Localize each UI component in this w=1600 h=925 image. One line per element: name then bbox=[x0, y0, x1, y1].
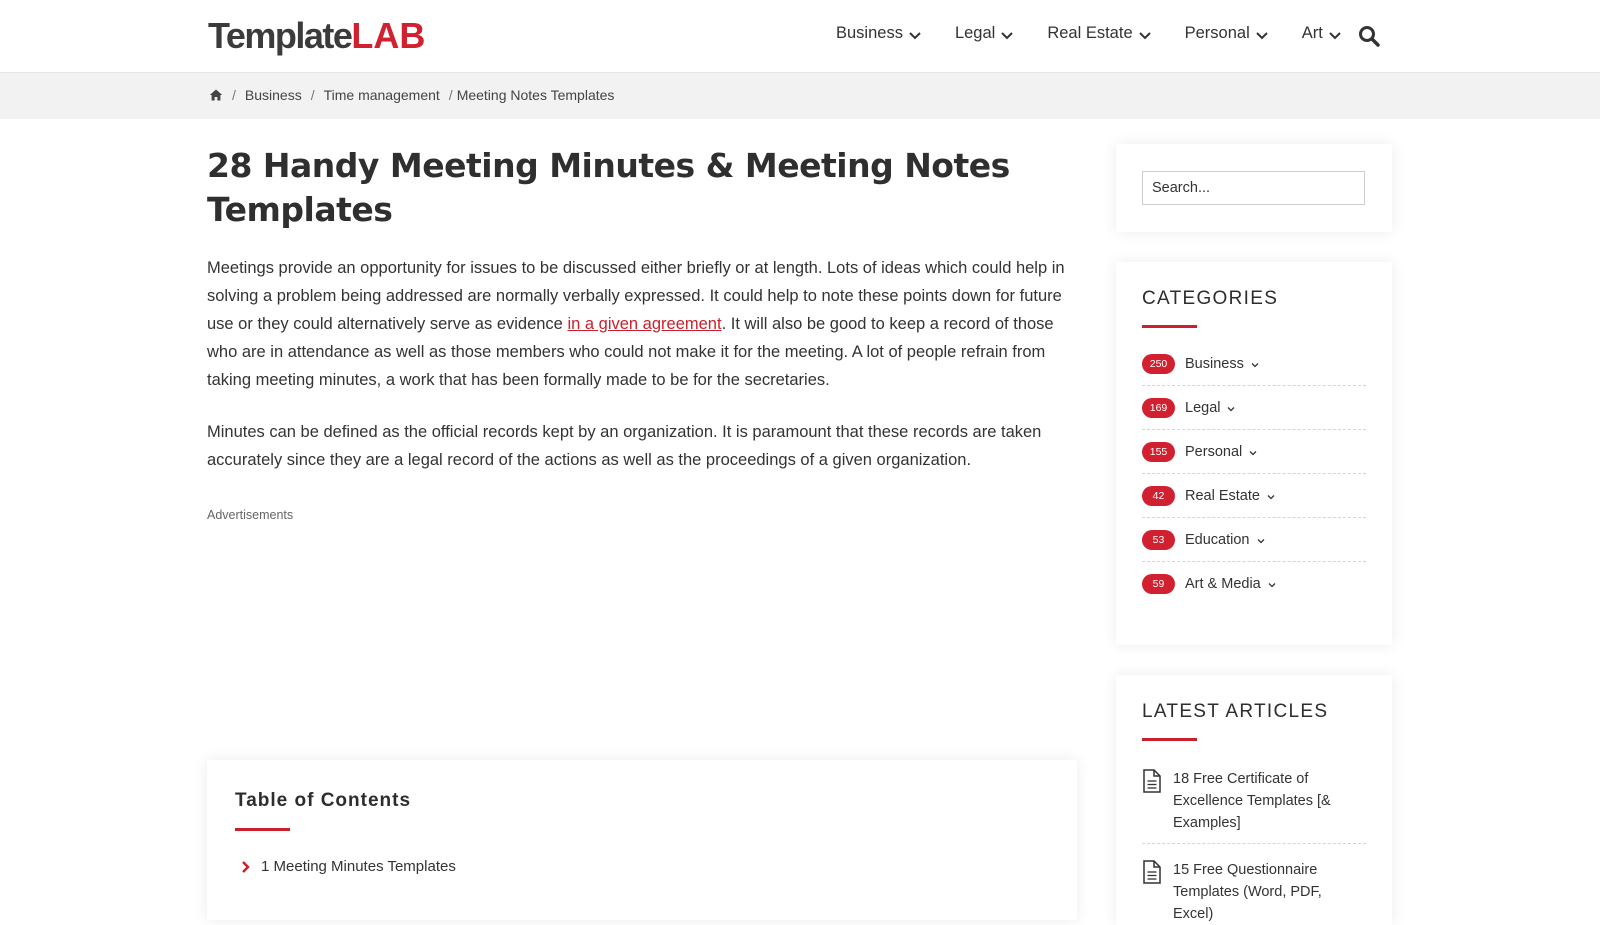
logo-text-template: Template bbox=[208, 15, 352, 56]
breadcrumb-separator: / bbox=[310, 87, 315, 103]
category-label: Art & Media bbox=[1185, 576, 1261, 592]
category-item-business[interactable] bbox=[1142, 342, 1366, 386]
document-icon bbox=[1142, 860, 1162, 884]
category-item-legal[interactable] bbox=[1142, 386, 1366, 430]
category-label: Real Estate bbox=[1185, 487, 1260, 504]
breadcrumb-bar bbox=[0, 73, 1600, 119]
article-paragraph-1 bbox=[207, 254, 1082, 394]
chevron-down-icon bbox=[1267, 580, 1277, 590]
category-item-art-media[interactable] bbox=[1142, 562, 1366, 606]
toc-item[interactable] bbox=[241, 858, 456, 875]
article bbox=[207, 144, 1082, 522]
nav-item-label: Art bbox=[1301, 24, 1323, 42]
categories-title: CATEGORIES bbox=[1142, 288, 1279, 309]
nav-item-personal[interactable] bbox=[1185, 24, 1269, 43]
toc-underline bbox=[235, 828, 290, 831]
breadcrumb-item-business[interactable]: Business bbox=[244, 87, 302, 103]
main-nav bbox=[836, 24, 1375, 43]
breadcrumb-item-current: Meeting Notes Templates bbox=[456, 87, 615, 103]
category-label: Personal bbox=[1185, 443, 1243, 460]
nav-item-label: Real Estate bbox=[1047, 24, 1133, 42]
chevron-down-icon bbox=[908, 29, 922, 43]
chevron-down-icon bbox=[1266, 492, 1276, 502]
category-label: Education bbox=[1185, 531, 1250, 548]
search-icon[interactable] bbox=[1357, 24, 1381, 48]
sidebar-search-card bbox=[1116, 144, 1392, 232]
category-count-badge: 250 bbox=[1142, 354, 1175, 374]
document-icon bbox=[1142, 769, 1162, 793]
sidebar-categories-card bbox=[1116, 262, 1392, 645]
latest-article-label: 15 Free Questionnaire Templates (Word, PDF, Excel) bbox=[1173, 862, 1322, 922]
category-item-education[interactable] bbox=[1142, 518, 1366, 562]
category-item-real-estate[interactable] bbox=[1142, 474, 1366, 518]
category-label: Business bbox=[1185, 355, 1244, 372]
advertisements-label: Advertisements bbox=[207, 508, 294, 522]
nav-item-label: Legal bbox=[954, 24, 996, 42]
latest-article-label: 18 Free Certificate of Excellence Templates [& Examples] bbox=[1173, 771, 1331, 831]
category-item-personal[interactable] bbox=[1142, 430, 1366, 474]
latest-articles-title: LATEST ARTICLES bbox=[1142, 701, 1329, 722]
chevron-down-icon bbox=[1256, 536, 1266, 546]
toc-item-label: 1 Meeting Minutes Templates bbox=[261, 858, 456, 875]
chevron-down-icon bbox=[1255, 29, 1269, 43]
nav-item-business[interactable] bbox=[836, 24, 922, 43]
category-count-badge: 42 bbox=[1142, 486, 1175, 506]
categories-underline bbox=[1142, 325, 1197, 328]
nav-item-real-estate[interactable] bbox=[1047, 24, 1151, 43]
latest-articles-underline bbox=[1142, 738, 1197, 741]
category-count-badge: 53 bbox=[1142, 530, 1175, 550]
chevron-down-icon bbox=[1000, 29, 1014, 43]
table-of-contents bbox=[207, 760, 1077, 920]
breadcrumb-item-time-management[interactable]: Time management bbox=[323, 87, 440, 103]
chevron-right-icon bbox=[241, 860, 251, 874]
nav-item-label: Business bbox=[836, 24, 903, 42]
logo-text-lab: LAB bbox=[351, 15, 426, 56]
chevron-down-icon bbox=[1138, 29, 1152, 43]
latest-article-item[interactable] bbox=[1142, 859, 1366, 925]
category-count-badge: 59 bbox=[1142, 574, 1175, 594]
site-header bbox=[0, 0, 1600, 73]
toc-title: Table of Contents bbox=[235, 790, 412, 811]
category-count-badge: 169 bbox=[1142, 398, 1175, 418]
category-label: Legal bbox=[1185, 399, 1221, 416]
chevron-down-icon bbox=[1250, 360, 1260, 370]
article-paragraph-2: Minutes can be defined as the official records kept by an organization. It is paramount that these records are taken accurately since they are a legal record of the actions as well as the proceedings of a given organization. bbox=[207, 423, 1042, 469]
inline-link-agreement[interactable]: in a given agreement bbox=[567, 315, 722, 333]
latest-article-item[interactable] bbox=[1142, 768, 1366, 834]
divider bbox=[1142, 843, 1366, 844]
nav-item-legal[interactable] bbox=[955, 24, 1014, 43]
breadcrumb-separator: / bbox=[232, 87, 236, 103]
sidebar-latest-articles-card bbox=[1116, 675, 1392, 925]
breadcrumb bbox=[209, 87, 614, 103]
nav-item-label: Personal bbox=[1184, 24, 1250, 42]
search-input[interactable] bbox=[1142, 171, 1365, 205]
paragraph-text: Meetings provide an opportunity for issues to be discussed either briefly or at length. Lots of ideas which could help in solving a problem being addressed are normally verbally expressed. It could help to note these points down for future use or they could alternatively serve as evidence bbox=[207, 259, 1065, 333]
chevron-down-icon bbox=[1328, 29, 1342, 43]
breadcrumb-separator: / bbox=[448, 87, 453, 103]
category-count-badge: 155 bbox=[1142, 442, 1175, 462]
paragraph-text: . It will also be good to keep a record of those who are in attendance as well as those members who could not make it for the meeting. A lot of people refrain from taking meeting minutes, a work that has been formally made to be for the secretaries. bbox=[207, 315, 1054, 389]
nav-item-art[interactable] bbox=[1302, 24, 1342, 43]
chevron-down-icon bbox=[1248, 448, 1258, 458]
chevron-down-icon bbox=[1226, 404, 1236, 414]
page-title: 28 Handy Meeting Minutes & Meeting Notes Templates bbox=[207, 146, 1010, 229]
site-logo[interactable] bbox=[208, 14, 425, 58]
home-icon[interactable] bbox=[209, 88, 223, 102]
